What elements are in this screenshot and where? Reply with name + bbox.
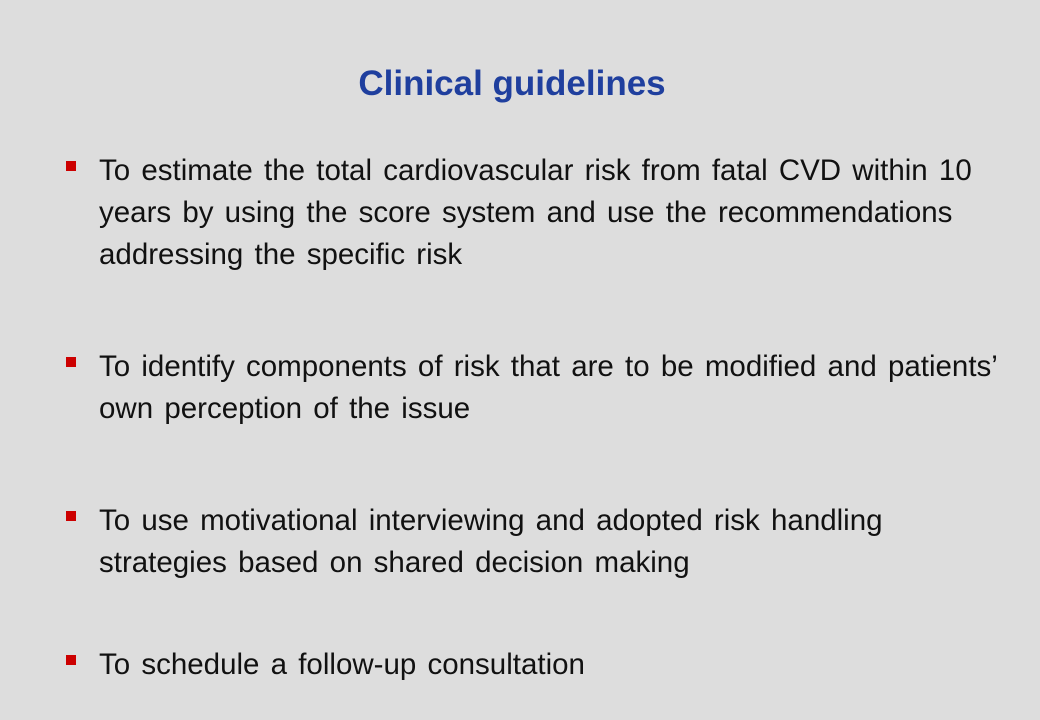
bullet-text: To identify components of risk that are to be modified and patients’ own perception of the issue [99,350,997,425]
square-bullet-icon [66,357,76,367]
bullet-text: To estimate the total cardiovascular risk from fatal CVD within 10 years by using the score system and use the recommendations addressing the specific risk [99,154,972,271]
square-bullet-icon [66,511,76,521]
bullet-text: To use motivational interviewing and adopted risk handling strategies based on shared decision making [99,504,883,579]
square-bullet-icon [66,161,76,171]
square-bullet-icon [66,655,76,665]
slide-title: Clinical guidelines [358,64,666,103]
bullet-text: To schedule a follow-up consultation [99,648,585,681]
